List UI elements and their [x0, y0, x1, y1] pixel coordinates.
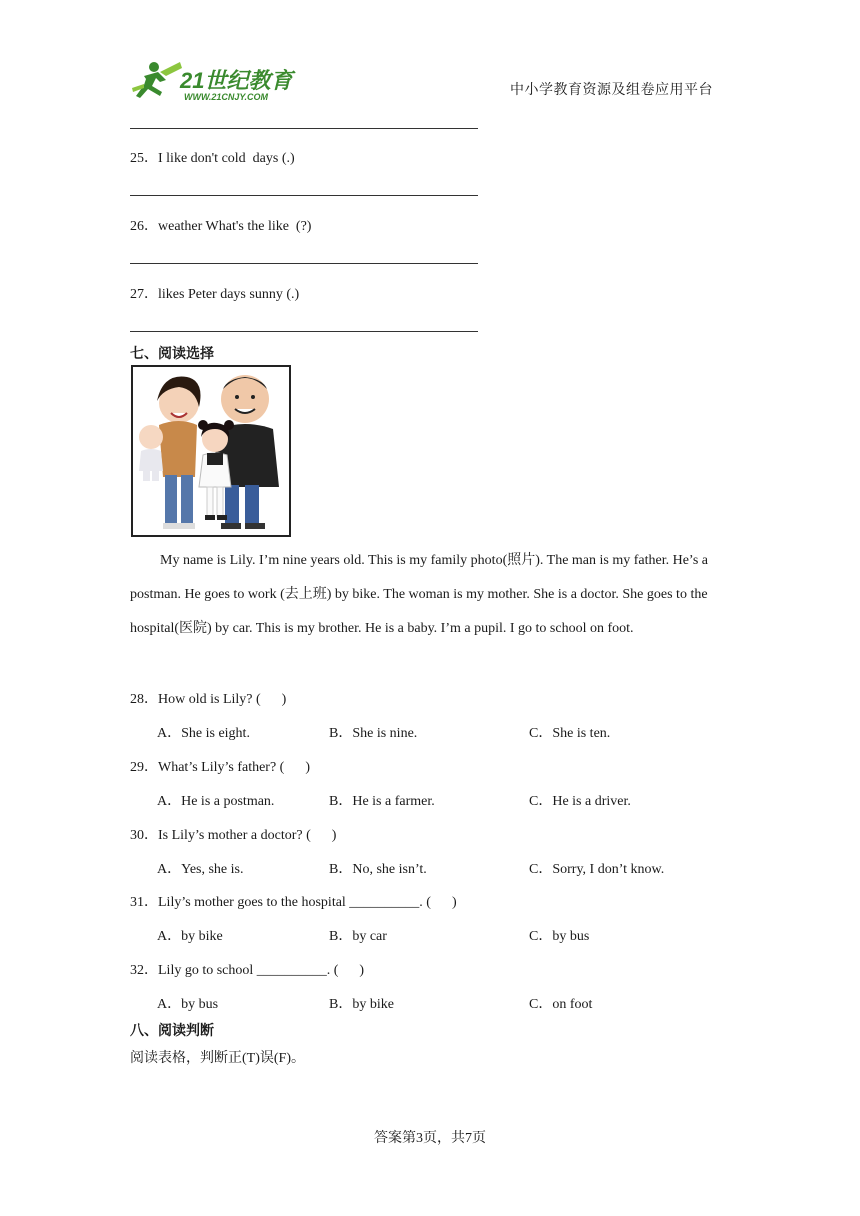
question-25: 25．I like don't cold days (.): [130, 151, 295, 166]
section-instruction: 阅读表格，判断正(T)误(F)。: [130, 1051, 305, 1066]
option-a: A．by bike: [157, 929, 223, 944]
question-29: 29．What’s Lily’s father? ( ): [130, 760, 311, 775]
question-31: 31．Lily’s mother goes to the hospital __________. ( ): [130, 895, 457, 910]
family-photo: [131, 365, 291, 537]
logo-text: 21世纪教育: [180, 68, 293, 93]
answer-line: [130, 128, 478, 129]
answer-line: [130, 195, 478, 196]
site-logo: [130, 58, 300, 104]
page-number: 答案第3页，共7页: [374, 1131, 486, 1146]
option-a: A．She is eight.: [157, 726, 250, 741]
option-c: C．He is a driver.: [529, 794, 631, 809]
platform-name: 中小学教育资源及组卷应用平台: [510, 83, 713, 98]
question-32: 32．Lily go to school __________. ( ): [130, 963, 365, 978]
question-28: 28．How old is Lily? ( ): [130, 692, 287, 707]
option-b: B．He is a farmer.: [329, 794, 435, 809]
logo-url: WWW.21CNJY.COM: [184, 92, 269, 102]
answer-line: [130, 263, 478, 264]
runner-icon: [132, 62, 182, 98]
question-27: 27．likes Peter days sunny (.): [130, 287, 300, 302]
option-c: C．She is ten.: [529, 726, 611, 741]
mother-figure: [157, 377, 201, 530]
option-c: C．on foot: [529, 997, 593, 1012]
option-c: C．by bus: [529, 929, 590, 944]
option-c: C．Sorry, I don’t know.: [529, 862, 665, 877]
section-title: 七、阅读选择: [130, 347, 214, 362]
option-b: B．by bike: [329, 997, 394, 1012]
option-a: A．Yes, she is.: [157, 862, 244, 877]
option-a: A．by bus: [157, 997, 219, 1012]
reading-passage: My name is Lily. I’m nine years old. This is my family photo(照片). The man is my father. He’s a postman. He goes to work (去上班) by bike. The woman is my mother. She is a doctor. She goes to the hospital(医院) by car. This is my brother. He is a baby. I’m a pupil. I go to school on foot.: [130, 553, 708, 636]
option-b: B．No, she isn’t.: [329, 862, 427, 877]
option-b: B．by car: [329, 929, 387, 944]
answer-line: [130, 331, 478, 332]
question-30: 30．Is Lily’s mother a doctor? ( ): [130, 828, 337, 843]
section-title: 八、阅读判断: [130, 1024, 214, 1039]
question-26: 26．weather What's the like (?): [130, 219, 312, 234]
option-b: B．She is nine.: [329, 726, 418, 741]
option-a: A．He is a postman.: [157, 794, 275, 809]
baby-figure: [139, 425, 163, 481]
